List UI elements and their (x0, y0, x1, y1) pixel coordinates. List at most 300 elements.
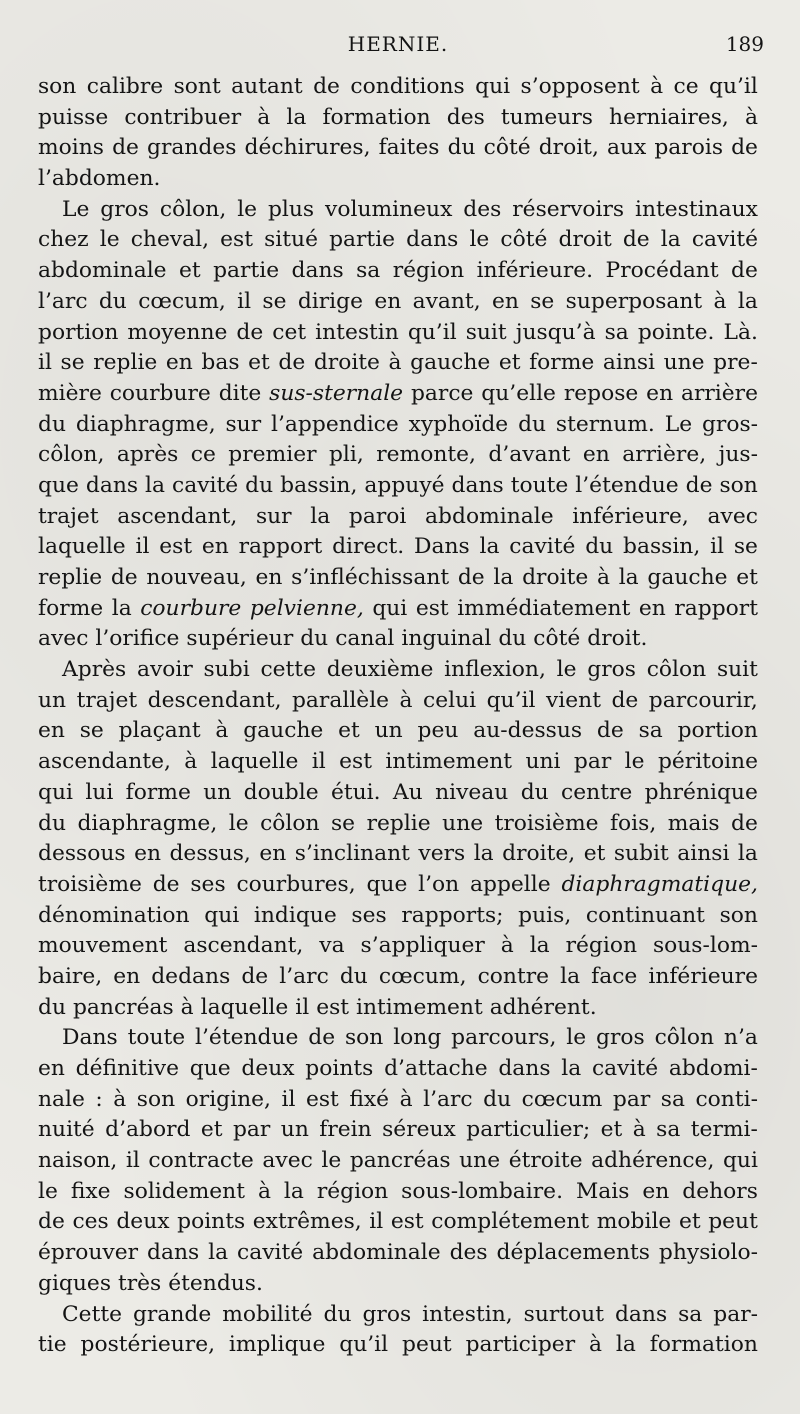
word: de (241, 963, 269, 989)
word: du (323, 1301, 352, 1327)
text-line (38, 471, 758, 502)
word: côlon, (38, 442, 105, 468)
word: gros- (701, 411, 758, 437)
word: dans (85, 472, 139, 498)
word: abdomi- (668, 1056, 758, 1081)
text-line (38, 256, 758, 287)
word: suit (465, 319, 507, 345)
word: de (457, 565, 485, 590)
word: cavité (237, 1240, 304, 1266)
word: la (660, 227, 681, 253)
word: deux (116, 1209, 170, 1235)
word: son (136, 1086, 176, 1112)
word: volumineux (325, 196, 453, 222)
word: à (180, 994, 194, 1020)
word: et (498, 350, 521, 376)
word: le (566, 1025, 587, 1051)
word: xyphoïde (408, 411, 509, 437)
word: replie (366, 810, 431, 836)
word: côté (500, 227, 548, 253)
word: laquelle (210, 749, 299, 775)
word: à (596, 565, 610, 590)
word: l’on (418, 871, 460, 897)
word: de (622, 227, 650, 253)
word: à (650, 74, 664, 99)
word: du (98, 288, 127, 314)
word: suit (716, 657, 758, 683)
word: gros (100, 196, 149, 222)
word: en (255, 565, 283, 590)
text-line (38, 1146, 758, 1177)
word: la (283, 1178, 304, 1204)
word: gros (587, 657, 636, 683)
word: sa (656, 1117, 681, 1143)
word: bassin, (280, 472, 358, 498)
word: toute (510, 472, 569, 498)
word: pancréas (349, 1148, 451, 1174)
word: le (99, 227, 120, 253)
word: ces (72, 1209, 109, 1235)
word: pli, (328, 442, 364, 468)
word: forme (529, 350, 595, 376)
word: gros (596, 1025, 645, 1051)
word: frein (319, 1117, 372, 1143)
word: la (560, 963, 581, 989)
word: ses (190, 871, 226, 897)
word: deuxième (326, 657, 434, 683)
word: à (713, 288, 727, 314)
word: du (38, 994, 66, 1020)
word: de (112, 135, 139, 161)
word: gros (362, 1301, 412, 1327)
text-line (38, 103, 758, 134)
text-line (38, 624, 758, 655)
word: déchirures, (244, 135, 371, 161)
word: un (280, 1117, 309, 1143)
word: Cette (62, 1301, 122, 1327)
word: la (111, 595, 132, 621)
word: cavité (591, 1056, 659, 1081)
word: des (463, 196, 502, 222)
word: immédiatement (457, 595, 631, 621)
word: sa (638, 718, 663, 744)
word: le (556, 657, 577, 683)
word: de (278, 350, 306, 376)
word: l’arc (38, 288, 88, 314)
text-line (38, 502, 758, 533)
word: qui (204, 902, 240, 928)
word: arrière (680, 380, 758, 406)
word: s’opposent (520, 74, 640, 99)
word: son (719, 902, 758, 928)
word: jus- (718, 442, 758, 468)
word: droit (558, 227, 612, 253)
word: à (399, 1086, 413, 1112)
word: il (281, 1086, 296, 1112)
word: en (582, 442, 610, 468)
word: bassin, (623, 534, 701, 560)
word: repose (563, 380, 639, 406)
word: canal (335, 626, 395, 652)
word: la (618, 565, 639, 590)
word: faites (378, 135, 440, 161)
word: avec (262, 1148, 313, 1174)
word: peut (708, 1209, 758, 1235)
word: dans (147, 1240, 200, 1266)
word: termi- (690, 1117, 758, 1143)
word: de (731, 258, 758, 284)
word: partie (329, 227, 396, 253)
word: à (113, 1086, 127, 1112)
word: rapport (674, 595, 758, 621)
word: il (38, 350, 52, 376)
word: autant (231, 74, 303, 99)
word: du (245, 472, 274, 498)
word: replie (38, 565, 103, 590)
word: région (392, 258, 465, 284)
word: côlon, (159, 196, 227, 222)
word: et (600, 1117, 623, 1143)
word: par (612, 1086, 651, 1112)
word: son (344, 1025, 384, 1051)
text-line (38, 164, 758, 195)
word: après (116, 442, 179, 468)
word: arrière, (622, 442, 707, 468)
word: Mais (575, 1178, 630, 1204)
word: une (459, 1148, 501, 1174)
word: Au (392, 779, 423, 805)
word: complétement (431, 1209, 590, 1235)
word: courbure (109, 380, 211, 406)
page-header (38, 30, 764, 64)
word: région (316, 1178, 389, 1204)
word: qui (475, 74, 511, 99)
word: ce (190, 442, 216, 468)
word: formation (649, 1332, 758, 1358)
word: subi (203, 657, 250, 683)
word: peu (417, 718, 459, 744)
word: points (177, 1209, 246, 1235)
word: en (642, 1178, 670, 1204)
word: Le (664, 411, 693, 437)
word: avec (707, 503, 758, 529)
word: diaphragme, (75, 411, 216, 437)
word: participer (465, 1332, 576, 1358)
word: dedans (151, 963, 231, 989)
word: à (589, 1332, 603, 1358)
word: de (308, 1025, 336, 1051)
word: grandes (147, 135, 237, 161)
word: s’inclinant (294, 841, 410, 867)
word: qu’elle (481, 380, 556, 406)
word: se (262, 288, 287, 314)
text-line (38, 1054, 758, 1085)
word: côté (533, 626, 581, 652)
word: se (79, 718, 104, 744)
word: à (399, 687, 413, 713)
word: sur (255, 503, 292, 529)
word: n’a (723, 1025, 758, 1051)
word: en (38, 718, 65, 744)
word: nale (38, 1086, 85, 1112)
word: contre (477, 963, 550, 989)
word: adhérence, (591, 1148, 715, 1174)
word: de (596, 718, 624, 744)
word: il (311, 749, 326, 775)
text-line (38, 348, 758, 379)
word: l’abdomen. (38, 166, 161, 192)
word: physiolo- (658, 1240, 758, 1266)
word: une (663, 350, 705, 376)
word: deux (241, 1056, 295, 1081)
word: est (159, 534, 193, 560)
word: l’étendue (575, 472, 679, 498)
word: dans (406, 227, 459, 253)
word: dessus, (169, 841, 251, 867)
text-line (38, 379, 758, 410)
word: se (60, 350, 85, 376)
word: dehors (682, 1178, 758, 1204)
word: intimement (385, 749, 513, 775)
word: cœcum, (138, 288, 226, 314)
word: de (611, 687, 639, 713)
word: et (248, 350, 270, 376)
word: parcours, (451, 1025, 557, 1051)
word: conti- (695, 1086, 758, 1112)
word: ses (351, 902, 387, 928)
word: subit (613, 841, 669, 867)
word: le (228, 810, 249, 836)
word: étui. (330, 779, 381, 805)
word: en (165, 350, 193, 376)
word: sous-lom- (652, 933, 758, 959)
word: supérieur (186, 626, 294, 652)
word: la (737, 288, 758, 314)
text-line (38, 1207, 758, 1238)
word: ce (673, 74, 699, 99)
word: à (257, 1178, 271, 1204)
word: troisième (38, 871, 142, 897)
word: dans (291, 258, 344, 284)
word: est (339, 749, 372, 775)
text-line (38, 410, 758, 441)
word: qui (722, 1148, 758, 1174)
word: contribuer (124, 104, 242, 130)
word: portion (677, 718, 758, 744)
word: parallèle (291, 687, 390, 713)
word: cavité (172, 472, 239, 498)
word: nuité (38, 1117, 95, 1143)
word: sur (225, 411, 262, 437)
word: jusqu’à (515, 319, 596, 345)
word: très (117, 1270, 162, 1296)
word: inférieure (648, 963, 758, 989)
word: calibre (86, 74, 164, 99)
word: et (338, 718, 360, 744)
word: tumeurs (500, 104, 593, 130)
text-line (38, 440, 758, 471)
word: par (573, 749, 612, 775)
word: la (208, 1240, 229, 1266)
word: intestinaux (635, 196, 758, 222)
word: côlon (646, 657, 707, 683)
word: avec (38, 626, 89, 652)
word: giques (38, 1270, 112, 1296)
word: origine, (185, 1086, 271, 1112)
word: adhérent. (489, 994, 597, 1020)
word: replie (93, 350, 158, 376)
word: diaphragmatique, (561, 871, 758, 897)
word: double (243, 779, 319, 805)
word: côlon (260, 810, 320, 836)
word: peut (402, 1332, 452, 1358)
word: en (646, 380, 674, 406)
word: que (366, 871, 408, 897)
word: postérieure, (80, 1332, 216, 1358)
word: : (95, 1086, 103, 1112)
word: dans (498, 1056, 551, 1081)
word: forme (125, 779, 191, 805)
word: en (113, 963, 141, 989)
word: de (685, 472, 713, 498)
word: Procédant (605, 258, 719, 284)
word: la (473, 841, 494, 867)
word: sternum. (555, 411, 655, 437)
word: vient (545, 687, 601, 713)
word: par (232, 1117, 271, 1143)
word: réservoirs (512, 196, 625, 222)
text-line (38, 563, 758, 594)
word: particulier; (466, 1117, 591, 1143)
word: descendant, (147, 687, 282, 713)
word: Dans (62, 1025, 118, 1051)
word: des (449, 1240, 488, 1266)
word: s’infléchissant (291, 565, 450, 590)
word: fixe (70, 1178, 111, 1204)
text-line (38, 747, 758, 778)
word: séreux (382, 1117, 456, 1143)
word: phrénique (644, 779, 758, 805)
word: de (110, 565, 138, 590)
word: parois (654, 135, 724, 161)
word: dénomination (38, 902, 190, 928)
text-line (38, 72, 758, 103)
word: en (374, 288, 402, 314)
text-line (38, 1085, 758, 1116)
word: niveau (435, 779, 509, 805)
word: sa (604, 319, 629, 345)
word: puisse (38, 104, 109, 130)
word: face (591, 963, 638, 989)
text-line (38, 287, 758, 318)
text-line (38, 1115, 758, 1146)
text-line (38, 1177, 758, 1208)
word: la (145, 472, 166, 498)
word: côté (483, 135, 531, 161)
word: fois, (609, 810, 657, 836)
word: cavité (691, 227, 758, 253)
word: avant, (412, 288, 481, 314)
word: pointe. (637, 319, 715, 345)
word: droit. (587, 626, 648, 652)
word: et (200, 1117, 223, 1143)
word: cavité (509, 534, 576, 560)
word: trajet (38, 503, 99, 529)
word: troisième (494, 810, 599, 836)
page-number: 189 (725, 32, 764, 56)
word: en (38, 1056, 65, 1081)
word: parce (410, 380, 474, 406)
word: cheval, (130, 227, 210, 253)
word: inguinal (401, 626, 492, 652)
word: est (316, 994, 350, 1020)
word: continuant (585, 902, 705, 928)
word: le (469, 227, 490, 253)
word: de (236, 319, 264, 345)
word: son (38, 74, 77, 99)
text-line (38, 778, 758, 809)
word: la (286, 104, 307, 130)
word: et (736, 565, 758, 590)
word: gauche (647, 565, 728, 590)
word: droit, (538, 135, 599, 161)
text-line (38, 870, 758, 901)
text-line (38, 901, 758, 932)
word: à (215, 718, 229, 744)
word: de (731, 135, 758, 161)
word: un (203, 779, 232, 805)
word: gauche (410, 350, 491, 376)
word: superposant (565, 288, 703, 314)
word: intimement (356, 994, 483, 1020)
word: contracte (148, 1148, 254, 1174)
word: remonte, (376, 442, 476, 468)
word: l’appendice (271, 411, 399, 437)
word: à (744, 104, 758, 130)
text-line (38, 1300, 758, 1331)
word: paroi (348, 503, 407, 529)
word: droite (522, 565, 589, 590)
word: au-dessus (473, 718, 583, 744)
word: Le (62, 196, 90, 222)
word: du (38, 810, 66, 836)
text-line (38, 195, 758, 226)
word: partie (213, 258, 280, 284)
word: sa (678, 1301, 703, 1327)
word: aux (606, 135, 647, 161)
word: à (184, 749, 198, 775)
word: que (38, 472, 79, 498)
word: la (493, 565, 514, 590)
text-line (38, 809, 758, 840)
word: l’orifice (95, 626, 180, 652)
text-line (38, 839, 758, 870)
word: inflexion, (444, 657, 546, 683)
word: il (369, 1209, 384, 1235)
word: courbures, (236, 871, 356, 897)
text-line (38, 931, 758, 962)
word: laquelle (200, 994, 289, 1020)
word: ascendante, (38, 749, 171, 775)
word: herniaires, (609, 104, 729, 130)
word: le (624, 749, 645, 775)
word: du (38, 411, 66, 437)
word: il (135, 534, 150, 560)
word: conditions (350, 74, 465, 99)
word: d’abord (105, 1117, 191, 1143)
word: grande (132, 1301, 212, 1327)
word: des (446, 104, 485, 130)
